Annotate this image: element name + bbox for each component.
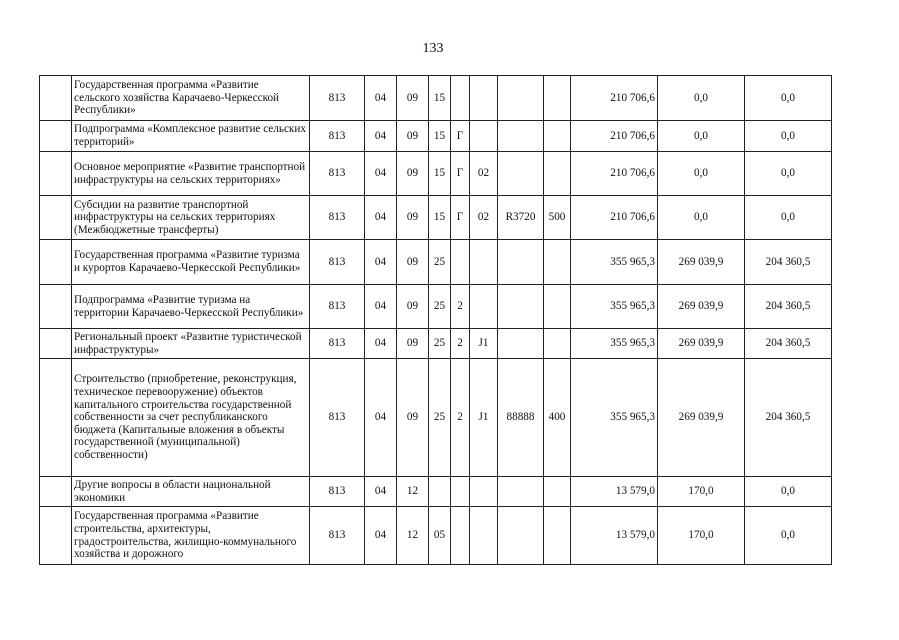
amount-2021-cell: 0,0	[745, 121, 832, 152]
amount-2021-cell: 0,0	[745, 507, 832, 565]
direction-code-cell	[498, 507, 544, 565]
ministry-code-cell: 813	[310, 196, 365, 240]
item-name-cell: Подпрограмма «Комплексное развитие сельских территорий»	[72, 121, 310, 152]
subprogram-code-cell	[451, 240, 470, 285]
direction-code-cell	[498, 240, 544, 285]
table-row	[40, 285, 832, 329]
direction-code-cell	[498, 152, 544, 196]
table-row	[40, 196, 832, 240]
table-row	[40, 121, 832, 152]
item-name-cell: Другие вопросы в области национальной экономики	[72, 477, 310, 507]
amount-2019-cell: 13 579,0	[571, 507, 658, 565]
direction-code-cell	[498, 76, 544, 121]
subsection-code-cell: 09	[397, 329, 429, 359]
subprogram-code-cell: 2	[451, 285, 470, 329]
section-code-cell: 04	[365, 152, 397, 196]
amount-2021-cell: 204 360,5	[745, 329, 832, 359]
activity-code-cell	[470, 240, 498, 285]
amount-2019-cell: 210 706,6	[571, 152, 658, 196]
row-index-cell	[40, 76, 72, 121]
amount-2019-cell: 210 706,6	[571, 121, 658, 152]
subprogram-code-cell: Г	[451, 152, 470, 196]
row-index-cell	[40, 507, 72, 565]
direction-code-cell	[498, 477, 544, 507]
direction-code-cell	[498, 285, 544, 329]
amount-2019-cell: 210 706,6	[571, 76, 658, 121]
activity-code-cell	[470, 121, 498, 152]
section-code-cell: 04	[365, 507, 397, 565]
direction-code-cell	[498, 121, 544, 152]
page-number: 133	[422, 41, 444, 56]
program-code-cell: 15	[429, 152, 451, 196]
amount-2021-cell: 204 360,5	[745, 240, 832, 285]
program-code-cell: 25	[429, 329, 451, 359]
section-code-cell: 04	[365, 285, 397, 329]
row-index-cell	[40, 329, 72, 359]
amount-2021-cell: 0,0	[745, 152, 832, 196]
subsection-code-cell: 09	[397, 121, 429, 152]
amount-2020-cell: 269 039,9	[658, 285, 745, 329]
program-code-cell: 25	[429, 240, 451, 285]
expense-type-cell: 500	[544, 196, 571, 240]
table-row	[40, 477, 832, 507]
program-code-cell: 15	[429, 121, 451, 152]
activity-code-cell	[470, 477, 498, 507]
subsection-code-cell: 09	[397, 359, 429, 477]
program-code-cell: 25	[429, 359, 451, 477]
item-name-cell: Субсидии на развитие транспортной инфраструктуры на сельских территориях (Межбюджетные трансферты)	[72, 196, 310, 240]
program-code-cell: 15	[429, 196, 451, 240]
program-code-cell: 05	[429, 507, 451, 565]
ministry-code-cell: 813	[310, 329, 365, 359]
row-index-cell	[40, 359, 72, 477]
amount-2020-cell: 269 039,9	[658, 359, 745, 477]
row-index-cell	[40, 196, 72, 240]
amount-2021-cell: 0,0	[745, 196, 832, 240]
amount-2020-cell: 0,0	[658, 152, 745, 196]
activity-code-cell: 02	[470, 196, 498, 240]
section-code-cell: 04	[365, 359, 397, 477]
subprogram-code-cell	[451, 507, 470, 565]
table-row	[40, 329, 832, 359]
direction-code-cell	[498, 329, 544, 359]
row-index-cell	[40, 240, 72, 285]
activity-code-cell: 02	[470, 152, 498, 196]
program-code-cell: 25	[429, 285, 451, 329]
expense-type-cell	[544, 285, 571, 329]
subsection-code-cell: 12	[397, 477, 429, 507]
row-index-cell	[40, 121, 72, 152]
budget-table-body	[40, 76, 832, 565]
amount-2019-cell: 13 579,0	[571, 477, 658, 507]
subsection-code-cell: 09	[397, 240, 429, 285]
ministry-code-cell: 813	[310, 477, 365, 507]
amount-2020-cell: 0,0	[658, 196, 745, 240]
expense-type-cell	[544, 152, 571, 196]
activity-code-cell	[470, 76, 498, 121]
ministry-code-cell: 813	[310, 240, 365, 285]
amount-2019-cell: 210 706,6	[571, 196, 658, 240]
amount-2021-cell: 204 360,5	[745, 285, 832, 329]
table-row	[40, 240, 832, 285]
table-row	[40, 359, 832, 477]
section-code-cell: 04	[365, 76, 397, 121]
amount-2021-cell: 204 360,5	[745, 359, 832, 477]
amount-2021-cell: 0,0	[745, 477, 832, 507]
subsection-code-cell: 09	[397, 196, 429, 240]
item-name-cell: Основное мероприятие «Развитие транспортной инфраструктуры на сельских территориях»	[72, 152, 310, 196]
item-name-cell: Региональный проект «Развитие туристической инфраструктуры»	[72, 329, 310, 359]
subsection-code-cell: 09	[397, 152, 429, 196]
program-code-cell: 15	[429, 76, 451, 121]
item-name-cell: Государственная программа «Развитие строительства, архитектуры, градостроительства, жилищно-коммунального хозяйства и дорожного	[72, 507, 310, 565]
activity-code-cell	[470, 285, 498, 329]
ministry-code-cell: 813	[310, 359, 365, 477]
expense-type-cell: 400	[544, 359, 571, 477]
amount-2020-cell: 0,0	[658, 76, 745, 121]
ministry-code-cell: 813	[310, 152, 365, 196]
ministry-code-cell: 813	[310, 76, 365, 121]
subprogram-code-cell: 2	[451, 329, 470, 359]
expense-type-cell	[544, 329, 571, 359]
amount-2021-cell: 0,0	[745, 76, 832, 121]
subprogram-code-cell	[451, 76, 470, 121]
amount-2019-cell: 355 965,3	[571, 329, 658, 359]
amount-2019-cell: 355 965,3	[571, 240, 658, 285]
row-index-cell	[40, 285, 72, 329]
ministry-code-cell: 813	[310, 121, 365, 152]
section-code-cell: 04	[365, 477, 397, 507]
amount-2020-cell: 269 039,9	[658, 240, 745, 285]
ministry-code-cell: 813	[310, 507, 365, 565]
subsection-code-cell: 09	[397, 76, 429, 121]
row-index-cell	[40, 152, 72, 196]
expense-type-cell	[544, 477, 571, 507]
amount-2020-cell: 170,0	[658, 507, 745, 565]
section-code-cell: 04	[365, 240, 397, 285]
item-name-cell: Государственная программа «Развитие туризма и курортов Карачаево-Черкесской Республики»	[72, 240, 310, 285]
subsection-code-cell: 09	[397, 285, 429, 329]
row-index-cell	[40, 477, 72, 507]
table-row	[40, 507, 832, 565]
amount-2019-cell: 355 965,3	[571, 359, 658, 477]
item-name-cell: Государственная программа «Развитие сельского хозяйства Карачаево-Черкесской Республики»	[72, 76, 310, 121]
budget-table	[39, 75, 832, 565]
table-row	[40, 152, 832, 196]
subprogram-code-cell: Г	[451, 196, 470, 240]
activity-code-cell: J1	[470, 359, 498, 477]
expense-type-cell	[544, 121, 571, 152]
expense-type-cell	[544, 240, 571, 285]
activity-code-cell: J1	[470, 329, 498, 359]
direction-code-cell: R3720	[498, 196, 544, 240]
amount-2020-cell: 170,0	[658, 477, 745, 507]
item-name-cell: Строительство (приобретение, реконструкция, техническое перевооружение) объектов капитального строительства государственной собственности за счет республиканского бюджета (Капитальные вложения в объекты государственной (муниципальной) собственности)	[72, 359, 310, 477]
direction-code-cell: 88888	[498, 359, 544, 477]
amount-2020-cell: 0,0	[658, 121, 745, 152]
subprogram-code-cell	[451, 477, 470, 507]
expense-type-cell	[544, 507, 571, 565]
program-code-cell	[429, 477, 451, 507]
section-code-cell: 04	[365, 196, 397, 240]
amount-2019-cell: 355 965,3	[571, 285, 658, 329]
subsection-code-cell: 12	[397, 507, 429, 565]
expense-type-cell	[544, 76, 571, 121]
table-row	[40, 76, 832, 121]
item-name-cell: Подпрограмма «Развитие туризма на территории Карачаево-Черкесской Республики»	[72, 285, 310, 329]
section-code-cell: 04	[365, 121, 397, 152]
section-code-cell: 04	[365, 329, 397, 359]
activity-code-cell	[470, 507, 498, 565]
subprogram-code-cell: 2	[451, 359, 470, 477]
subprogram-code-cell: Г	[451, 121, 470, 152]
ministry-code-cell: 813	[310, 285, 365, 329]
amount-2020-cell: 269 039,9	[658, 329, 745, 359]
